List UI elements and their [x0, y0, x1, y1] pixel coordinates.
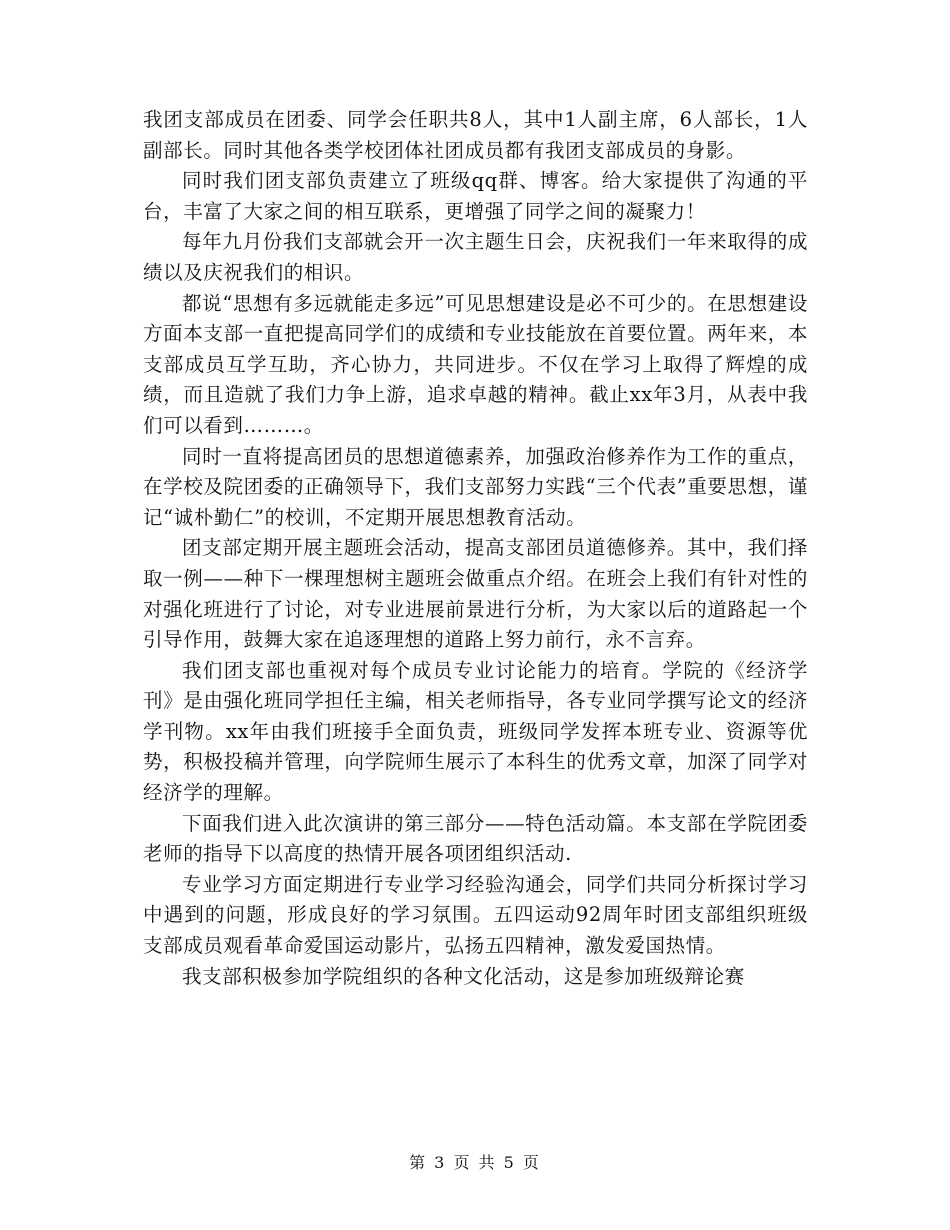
paragraph-10: 我支部积极参加学院组织的各种文化活动，这是参加班级辩论赛: [182, 964, 745, 988]
paragraph-3: 每年九月份我们支部就会开一次主题生日会，庆祝我们一年来取得的成绩以及庆祝我们的相识。: [143, 230, 808, 284]
paragraph-7: 我们团支部也重视对每个成员专业讨论能力的培育。学院的《经济学刊》是由强化班同学担任主编，相关老师指导，各专业同学撰写论文的经济学刊物。xx年由我们班接手全面负责，班级同学发挥本班专业、资源等优势，积极投稿并管理，向学院师生展示了本科生的优秀文章，加深了同学对经济学的理解。: [143, 658, 808, 805]
paragraph-2: 同时我们团支部负责建立了班级qq群、博客。给大家提供了沟通的平台，丰富了大家之间的相互联系，更增强了同学之间的凝聚力！: [143, 169, 808, 223]
paragraph-1: 我团支部成员在团委、同学会任职共8人，其中1人副主席，6人部长，1人副部长。同时其他各类学校团体社团成员都有我团支部成员的身影。: [143, 108, 808, 162]
paragraph-9: 专业学习方面定期进行专业学习经验沟通会，同学们共同分析探讨学习中遇到的问题，形成良好的学习氛围。五四运动92周年时团支部组织班级支部成员观看革命爱国运动影片，弘扬五四精神，激发爱国热情。: [143, 872, 808, 958]
paragraph-5: 同时一直将提高团员的思想道德素养，加强政治修养作为工作的重点，在学校及院团委的正确领导下，我们支部努力实践“三个代表”重要思想，谨记“诚朴勤仁”的校训，不定期开展思想教育活动。: [143, 444, 808, 529]
document-body: [143, 105, 808, 992]
page-footer: 第 3 页 共 5 页: [409, 1153, 541, 1172]
paragraph-8: 下面我们进入此次演讲的第三部分——特色活动篇。本支部在学院团委老师的指导下以高度的热情开展各项团组织活动.: [143, 811, 808, 866]
paragraph-6: 团支部定期开展主题班会活动，提高支部团员道德修养。其中，我们择取一例——种下一棵理想树主题班会做重点介绍。在班会上我们有针对性的对强化班进行了讨论，对专业进展前景进行分析，为大家以后的道路起一个引导作用，鼓舞大家在追逐理想的道路上努力前行，永不言弃。: [143, 536, 808, 652]
paragraph-4: 都说“思想有多远就能走多远”可见思想建设是必不可少的。在思想建设方面本支部一直把提高同学们的成绩和专业技能放在首要位置。两年来，本支部成员互学互助，齐心协力，共同进步。不仅在学习上取得了辉煌的成绩，而且造就了我们力争上游，追求卓越的精神。截止xx年3月，从表中我们可以看到………。: [143, 291, 808, 437]
